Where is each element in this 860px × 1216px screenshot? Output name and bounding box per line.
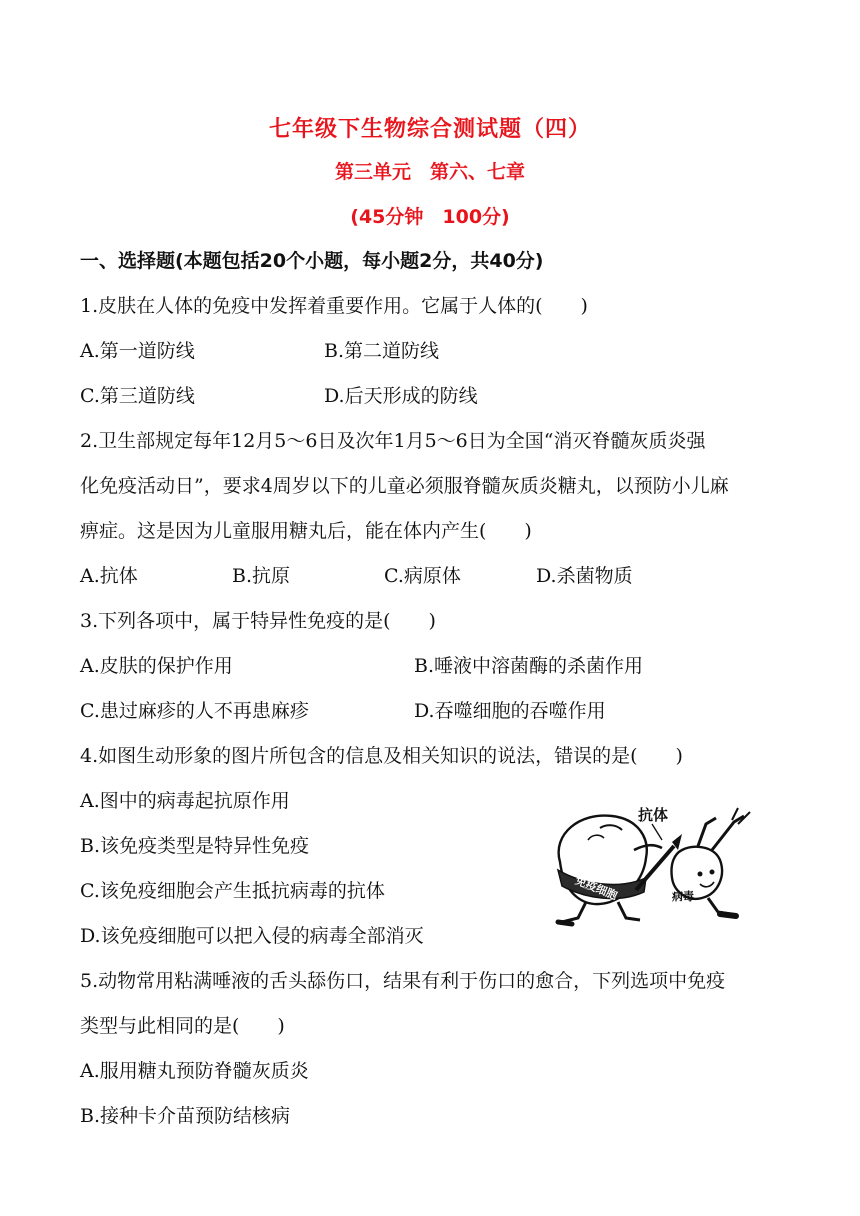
q4-option-d: D.该免疫细胞可以把入侵的病毒全部消灭 <box>80 925 424 947</box>
figure-label-cell: 免疫细胞 <box>573 873 620 903</box>
q3-option-a: A.皮肤的保护作用 <box>80 655 233 677</box>
immune-cell-illustration <box>522 794 768 932</box>
section-heading: 一、选择题(本题包括20个小题，每小题2分，共40分) <box>80 250 544 272</box>
figure-label-virus: 病毒 <box>672 890 694 903</box>
q4-option-a: A.图中的病毒起抗原作用 <box>80 790 290 812</box>
question-5-stem-line-1: 5.动物常用粘满唾液的舌头舔伤口，结果有利于伤口的愈合，下列选项中免疫 <box>80 970 726 992</box>
question-1-stem: 1.皮肤在人体的免疫中发挥着重要作用。它属于人体的( ) <box>80 295 588 317</box>
figure-label-antibody: 抗体 <box>638 806 669 824</box>
q4-option-c: C.该免疫细胞会产生抵抗病毒的抗体 <box>80 880 385 902</box>
q4-option-b: B.该免疫类型是特异性免疫 <box>80 835 310 857</box>
time-score: (45分钟 100分) <box>350 206 510 228</box>
q3-option-b: B.唾液中溶菌酶的杀菌作用 <box>414 655 644 677</box>
q2-option-a: A.抗体 <box>80 565 138 587</box>
q1-option-d: D.后天形成的防线 <box>324 385 478 407</box>
q2-option-b: B.抗原 <box>232 565 291 587</box>
q5-option-b: B.接种卡介苗预防结核病 <box>80 1105 291 1127</box>
q1-option-b: B.第二道防线 <box>324 340 440 362</box>
question-5-stem-line-2: 类型与此相同的是( ) <box>80 1015 285 1037</box>
q1-option-a: A.第一道防线 <box>80 340 195 362</box>
q2-option-c: C.病原体 <box>384 565 461 587</box>
question-2-stem-line-3: 痹症。这是因为儿童服用糖丸后，能在体内产生( ) <box>80 520 532 542</box>
question-2-stem-line-2: 化免疫活动日”，要求4周岁以下的儿童必须服脊髓灰质炎糖丸，以预防小儿麻 <box>80 475 729 497</box>
document-subtitle: 第三单元 第六、七章 <box>334 161 525 183</box>
q3-option-c: C.患过麻疹的人不再患麻疹 <box>80 700 309 722</box>
q3-option-d: D.吞噬细胞的吞噬作用 <box>414 700 606 722</box>
question-2-stem-line-1: 2.卫生部规定每年12月5～6日及次年1月5～6日为全国“消灭脊髓灰质炎强 <box>80 430 706 452</box>
q5-option-a: A.服用糖丸预防脊髓灰质炎 <box>80 1060 309 1082</box>
q2-option-d: D.杀菌物质 <box>536 565 633 587</box>
document-title: 七年级下生物综合测试题（四） <box>268 117 591 142</box>
q1-option-c: C.第三道防线 <box>80 385 195 407</box>
question-4-stem: 4.如图生动形象的图片所包含的信息及相关知识的说法，错误的是( ) <box>80 745 683 767</box>
question-3-stem: 3.下列各项中，属于特异性免疫的是( ) <box>80 610 436 632</box>
